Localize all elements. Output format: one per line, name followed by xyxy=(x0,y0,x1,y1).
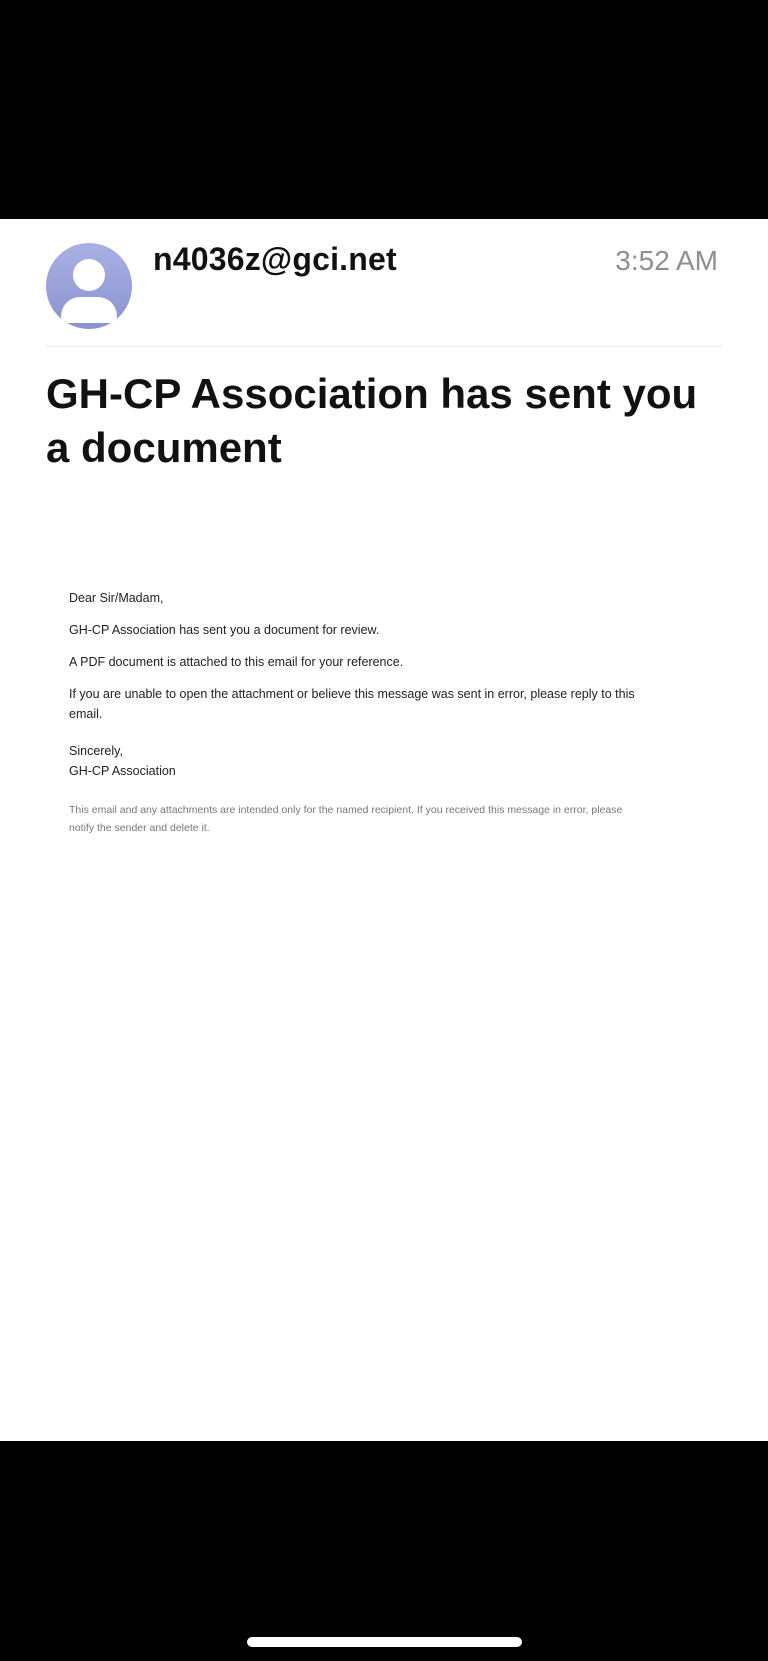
avatar-shoulders xyxy=(61,297,117,323)
sender-avatar[interactable] xyxy=(46,243,132,329)
header-divider xyxy=(46,346,722,347)
bottom-black-bar xyxy=(0,1441,768,1661)
email-time: 3:52 AM xyxy=(615,245,718,276)
greeting: Dear Sir/Madam, xyxy=(69,591,164,605)
email-subject: GH-CP Association has sent you a document xyxy=(46,370,698,471)
body-line-1: GH-CP Association has sent you a document for review. xyxy=(69,623,380,637)
top-black-bar xyxy=(0,0,768,219)
sender-address[interactable]: n4036z@gci.net xyxy=(153,241,397,277)
disclaimer: This email and any attachments are intended only for the named recipient. If you received this message in error, please notify the sender and delete it. xyxy=(69,804,623,834)
email-view xyxy=(0,219,768,1441)
body-line-3: If you are unable to open the attachment or believe this message was sent in error, please reply to this email. xyxy=(69,687,635,721)
body-line-2: A PDF document is attached to this email for your reference. xyxy=(69,655,404,669)
home-indicator[interactable] xyxy=(247,1637,522,1647)
signature: GH-CP Association xyxy=(69,764,176,778)
email-body xyxy=(69,588,639,849)
closing: Sincerely, xyxy=(69,744,123,758)
avatar-head xyxy=(73,259,105,291)
